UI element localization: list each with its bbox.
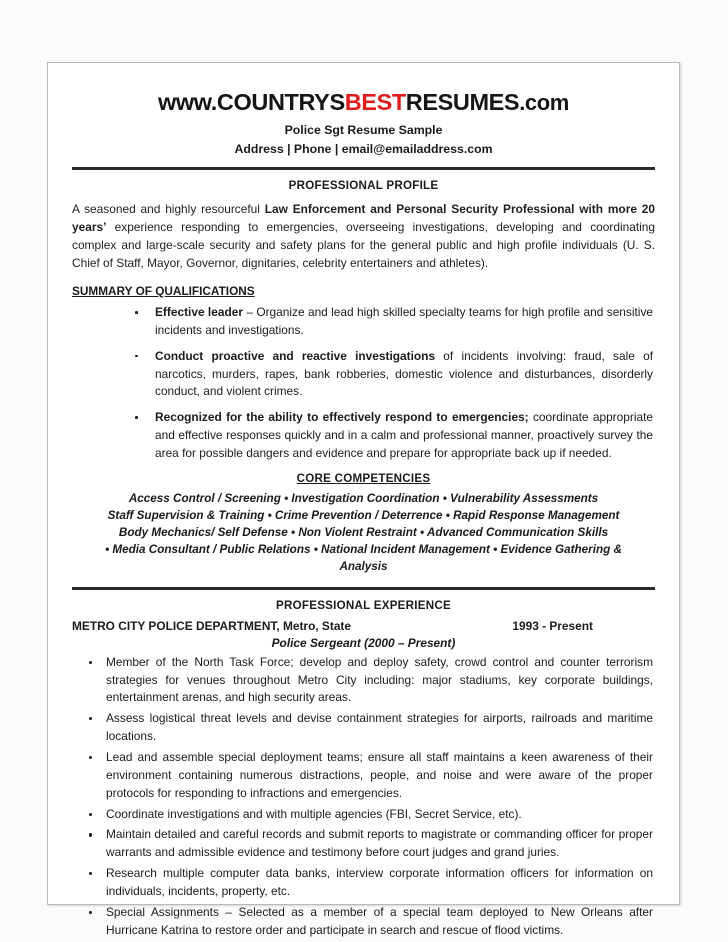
employment-dates: 1993 - Present [512,618,593,633]
experience-divider [72,587,655,590]
resume-page [47,62,680,937]
list-item [72,304,655,340]
qualification-bold: Conduct proactive and reactive investigations [155,348,436,363]
table-row [72,865,655,901]
bullet-icon [89,717,92,720]
list-item [72,409,655,463]
bullet-icon [89,756,92,759]
table-row [72,654,655,708]
experience-bullet-text: Special Assignments – Selected as a member of a special team deployed to New Orleans after Hurricane Katrina to restore order and participate in search and rescue of flood victims. [106,904,653,937]
employer-name: METRO CITY POLICE DEPARTMENT, Metro, State [72,618,352,633]
qualification-bold: Effective leader [155,305,243,319]
competency-line: Access Control / Screening • Investigation Coordination • Vulnerability Assessments [128,491,599,505]
profile-lead-in: A seasoned and highly resourceful [72,201,265,216]
bullet-icon [135,416,138,419]
table-row [72,710,655,746]
profile-rest: experience responding to emergencies, overseeing investigations, developing and coordinating complex and large-scale security and safety plans for the general public and high profile individuals (U. S. Chief of Staff, Mayor, Governor, dignitaries, celebrity entertainers and athletes). [72,219,655,270]
bullet-icon [89,661,92,664]
table-row [72,904,655,940]
qualification-text: – Organize and lead high skilled specialty teams for high profile and sensitive incidents and investigations. [155,305,654,337]
section-title-summary-of-qualifications: SUMMARY OF QUALIFICATIONS [72,284,255,298]
experience-bullet-text: Member of the North Task Force; develop and deploy safety, crowd control and counter terrorism strategies for venues throughout Metro City including: major stadiums, key corporate buildings, entertainment arenas, and high security areas. [106,654,653,705]
employer-row [72,619,655,633]
experience-bullet-text: Coordinate investigations and with multiple agencies (FBI, Secret Service, etc). [106,806,522,821]
experience-bullet-text: Lead and assemble special deployment teams; ensure all staff maintains a keen awareness of their environment containing numerous distractions, people, and noise and were aware of the proper protocols for responding to infractions and emergencies. [106,750,653,800]
qualification-text: coordinate appropriate and effective responses quickly and in a calm and professional manner, proactively survey the area for possible dangers and evidence and prepare for appropriate back up if needed. [155,410,653,461]
profile-paragraph [72,200,655,272]
table-row [72,749,655,803]
competency-line: • Media Consultant / Public Relations • National Incident Management • Evidence Gathering & Analysis [105,542,622,573]
bullet-icon [89,911,92,914]
bullet-icon [89,833,92,836]
contact-line: Address | Phone | email@emailaddress.com [234,141,493,156]
table-row [72,826,655,862]
bullet-icon [89,813,92,816]
logo-countrys: COUNTRYS [216,89,345,115]
experience-bullet-text: Research multiple computer data banks, interview corporate information officers for information on individuals, incidents, property, etc. [106,866,653,899]
table-row [72,806,655,824]
logo-prefix: www. [158,89,217,115]
section-title-core-competencies: CORE COMPETENCIES [296,471,431,485]
bullet-icon [135,355,138,358]
qualifications-list [72,304,655,463]
profile-bold-phrase: Law Enforcement and Personal Security Professional with more 20 years’ [72,201,655,234]
bullet-icon [135,311,138,314]
qualification-bold: Recognized for the ability to effectively respond to emergencies; [155,410,529,425]
experience-bullet-text: Maintain detailed and careful records and submit reports to magistrate or commanding officer for proper warrants and admissible evidence and testimony before court judges and grand juries. [106,827,653,860]
header-divider [72,167,655,170]
core-competencies-block [72,491,655,576]
logo-best: BEST [344,89,406,115]
section-title-professional-profile: PROFESSIONAL PROFILE [288,178,439,192]
logo-suffix: .com [519,90,569,115]
experience-list [72,654,655,940]
resume-subtitle: Police Sgt Resume Sample [284,122,443,137]
bullet-icon [89,872,92,875]
site-logo [72,89,655,116]
logo-resumes: RESUMES [405,89,520,115]
experience-bullet-text: Assess logistical threat levels and devise containment strategies for airports, railroads and maritime locations. [106,711,653,744]
competency-line: Body Mechanics/ Self Defense • Non Violent Restraint • Advanced Communication Skills [118,525,609,539]
job-title: Police Sergeant (2000 – Present) [271,635,456,650]
competency-line: Staff Supervision & Training • Crime Prevention / Deterrence • Rapid Response Management [107,508,620,522]
qualification-text: of incidents involving: fraud, sale of narcotics, murders, rapes, bank robberies, domestic violence and disturbances, disorderly conduct, and violent crimes. [155,348,654,399]
section-title-professional-experience: PROFESSIONAL EXPERIENCE [276,598,451,612]
list-item [72,348,655,402]
